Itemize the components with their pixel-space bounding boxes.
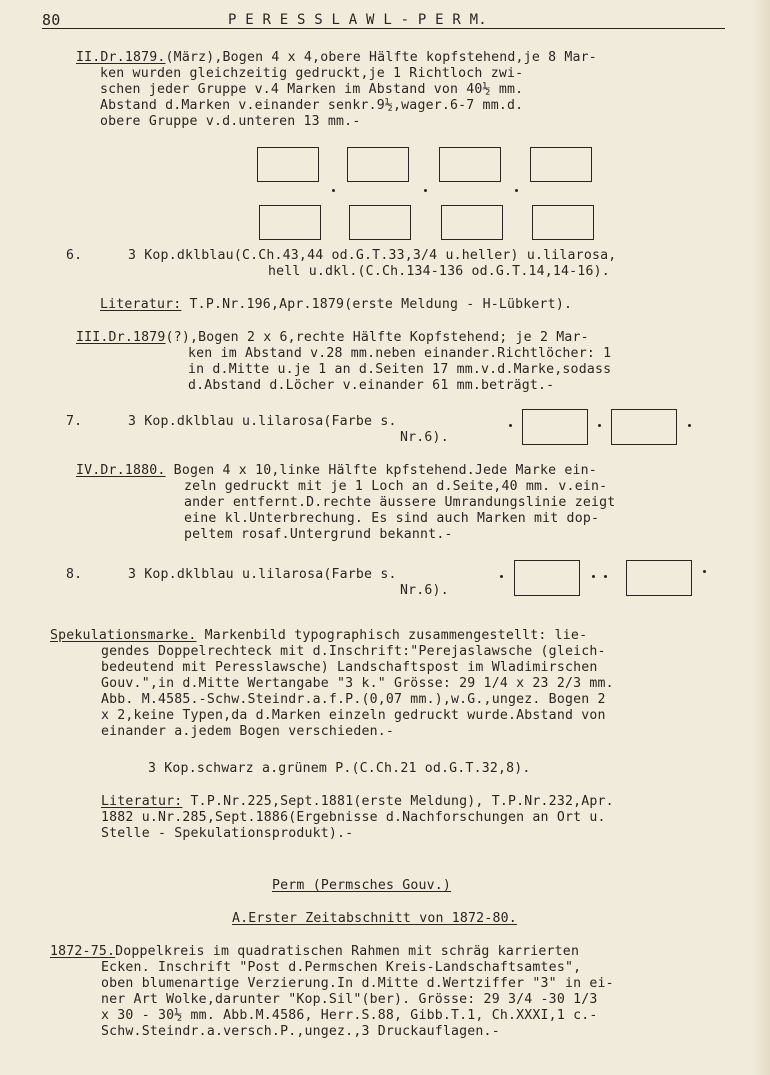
spekulation-line-2: gendes Doppelrechteck mit d.Inschrift:"Perejaslawsche (gleich- — [101, 644, 606, 659]
section-ii-label: II.Dr.1879. — [76, 50, 166, 65]
entry-8-line-2: Nr.6). — [400, 583, 449, 598]
entry-6-line-1: 3 Kop.dklblau(C.Ch.43,44 od.G.T.33,3/4 u.heller) u.lilarosa, — [128, 248, 617, 263]
entry-7-number: 7. — [66, 414, 83, 429]
perforation-hole — [515, 189, 518, 192]
entry-6-line-2: hell u.dkl.(C.Ch.134-136 od.G.T.14,14-16). — [268, 264, 610, 279]
spekulation-literatur-line-2: 1882 u.Nr.285,Sept.1886(Ergebnisse d.Nachforschungen an Ort u. — [101, 810, 606, 825]
perm-line-1: 1872-75.Doppelkreis im quadratischen Rahmen mit schräg karrierten — [50, 944, 580, 959]
entry-8-number: 8. — [66, 567, 83, 582]
page-number: 80 — [42, 11, 61, 29]
literatur-1: Literatur: T.P.Nr.196,Apr.1879(erste Meldung - H-Lübkert). — [100, 297, 573, 312]
entry-6-number: 6. — [66, 248, 83, 263]
perforation-hole — [688, 424, 691, 427]
spekulation-stamp-line: 3 Kop.schwarz a.grünem P.(C.Ch.21 od.G.T.32,8). — [148, 761, 531, 776]
spekulation-line-1: Spekulationsmarke. Markenbild typographisch zusammengestellt: lie- — [50, 628, 588, 643]
perforation-hole — [604, 575, 607, 578]
section-ii-line-2: ken wurden gleichzeitig gedruckt,je 1 Richtloch zwi- — [100, 66, 524, 81]
section-iv-label: IV.Dr.1880. — [76, 463, 166, 478]
perm-subtitle: A.Erster Zeitabschnitt von 1872-80. — [232, 911, 517, 926]
section-iii-label: III.Dr.1879 — [76, 330, 166, 345]
section-ii-line-4: Abstand d.Marken v.einander senkr.9½,wager.6-7 mm.d. — [100, 98, 524, 113]
section-iv-line-4: eine kl.Unterbrechung. Es sind auch Marken mit dop- — [184, 511, 600, 526]
spekulation-line-6: x 2,keine Typen,da d.Marken einzeln gedruckt wurde.Abstand von — [101, 708, 606, 723]
section-ii-line-3: schen jeder Gruppe v.4 Marken im Abstand von 40½ mm. — [100, 82, 524, 97]
section-iii-line-2: ken im Abstand v.28 mm.neben einander.Richtlöcher: 1 — [188, 346, 612, 361]
perm-line-3: oben blumenartige Verzierung.In d.Mitte d.Wertziffer "3" in ei- — [101, 976, 614, 991]
header-rule — [42, 28, 725, 29]
perm-line-4: ner Art Wolke,darunter "Kop.Sil"(ber). Grösse: 29 3/4 -30 1/3 — [101, 992, 598, 1007]
section-iv-line-2: zeln gedruckt mit je 1 Loch an d.Seite,40 mm. v.ein- — [184, 479, 608, 494]
section-iii-line-1: III.Dr.1879(?),Bogen 2 x 6,rechte Hälfte Kopfstehend; je 2 Mar- — [76, 330, 589, 345]
stamp-box — [257, 147, 319, 182]
perforation-hole — [424, 189, 427, 192]
page-edge-shadow — [752, 0, 770, 1075]
spekulation-literatur-line-3: Stelle - Spekulationsprodukt).- — [101, 826, 354, 841]
stamp-box — [532, 205, 594, 240]
running-title: P E R E S S L A W L - P E R M. — [228, 12, 487, 28]
section-iv-line-5: peltem rosaf.Untergrund bekannt.- — [184, 527, 453, 542]
spekulation-line-7: einander a.jedem Bogen verschieden.- — [101, 724, 395, 739]
stamp-box — [347, 147, 409, 182]
perm-label: 1872-75. — [50, 944, 116, 959]
spekulation-line-4: Gouv.",in d.Mitte Wertangabe "3 k." Grösse: 29 1/4 x 23 2/3 mm. — [101, 676, 614, 691]
section-iv-line-1: IV.Dr.1880. Bogen 4 x 10,linke Hälfte kpfstehend.Jede Marke ein- — [76, 463, 597, 478]
stamp-box — [439, 147, 501, 182]
stamp-box — [530, 147, 592, 182]
perforation-hole — [332, 189, 335, 192]
entry-7-line-2: Nr.6). — [400, 430, 449, 445]
literatur-label: Literatur: — [101, 794, 183, 809]
entry-7-line-1: 3 Kop.dklblau u.lilarosa(Farbe s. — [128, 414, 397, 429]
perforation-hole — [509, 424, 512, 427]
literatur-label: Literatur: — [100, 297, 182, 312]
perforation-hole — [592, 575, 595, 578]
section-iv-line-3: ander entfernt.D.rechte äussere Umrandungslinie zeigt — [184, 495, 616, 510]
stamp-box — [349, 205, 411, 240]
section-iii-line-3: in d.Mitte u.je 1 an d.Seiten 17 mm.v.d.Marke,sodass — [188, 362, 612, 377]
stamp-box — [522, 409, 588, 445]
stamp-box — [441, 205, 503, 240]
stamp-box — [514, 560, 580, 596]
spekulation-line-3: bedeutend mit Peresslawsche) Landschaftspost im Wladimirschen — [101, 660, 598, 675]
section-iii-line-4: d.Abstand d.Löcher v.einander 61 mm.beträgt.- — [188, 378, 555, 393]
perforation-hole — [598, 424, 601, 427]
perm-line-6: Schw.Steindr.a.versch.P.,ungez.,3 Druckauflagen.- — [101, 1024, 500, 1039]
section-ii-line-1: II.Dr.1879.(März),Bogen 4 x 4,obere Hälfte kopfstehend,je 8 Mar- — [76, 50, 597, 65]
perm-line-2: Ecken. Inschrift "Post d.Permschen Kreis-Landschaftsamtes", — [101, 960, 582, 975]
entry-8-line-1: 3 Kop.dklblau u.lilarosa(Farbe s. — [128, 567, 397, 582]
perforation-hole — [703, 570, 706, 573]
stamp-box — [611, 409, 677, 445]
perforation-hole — [500, 575, 503, 578]
stamp-box — [259, 205, 321, 240]
perm-title: Perm (Permsches Gouv.) — [272, 878, 452, 893]
spekulation-line-5: Abb. M.4585.-Schw.Steindr.a.f.P.(0,07 mm.),w.G.,ungez. Bogen 2 — [101, 692, 606, 707]
spekulation-literatur-line-1: Literatur: T.P.Nr.225,Sept.1881(erste Meldung), T.P.Nr.232,Apr. — [101, 794, 614, 809]
spekulation-label: Spekulationsmarke. — [50, 628, 197, 643]
perm-line-5: x 30 - 30½ mm. Abb.M.4586, Herr.S.88, Gibb.T.1, Ch.XXXI,1 c.- — [101, 1008, 598, 1023]
stamp-box — [626, 560, 692, 596]
section-ii-line-5: obere Gruppe v.d.unteren 13 mm.- — [100, 114, 361, 129]
